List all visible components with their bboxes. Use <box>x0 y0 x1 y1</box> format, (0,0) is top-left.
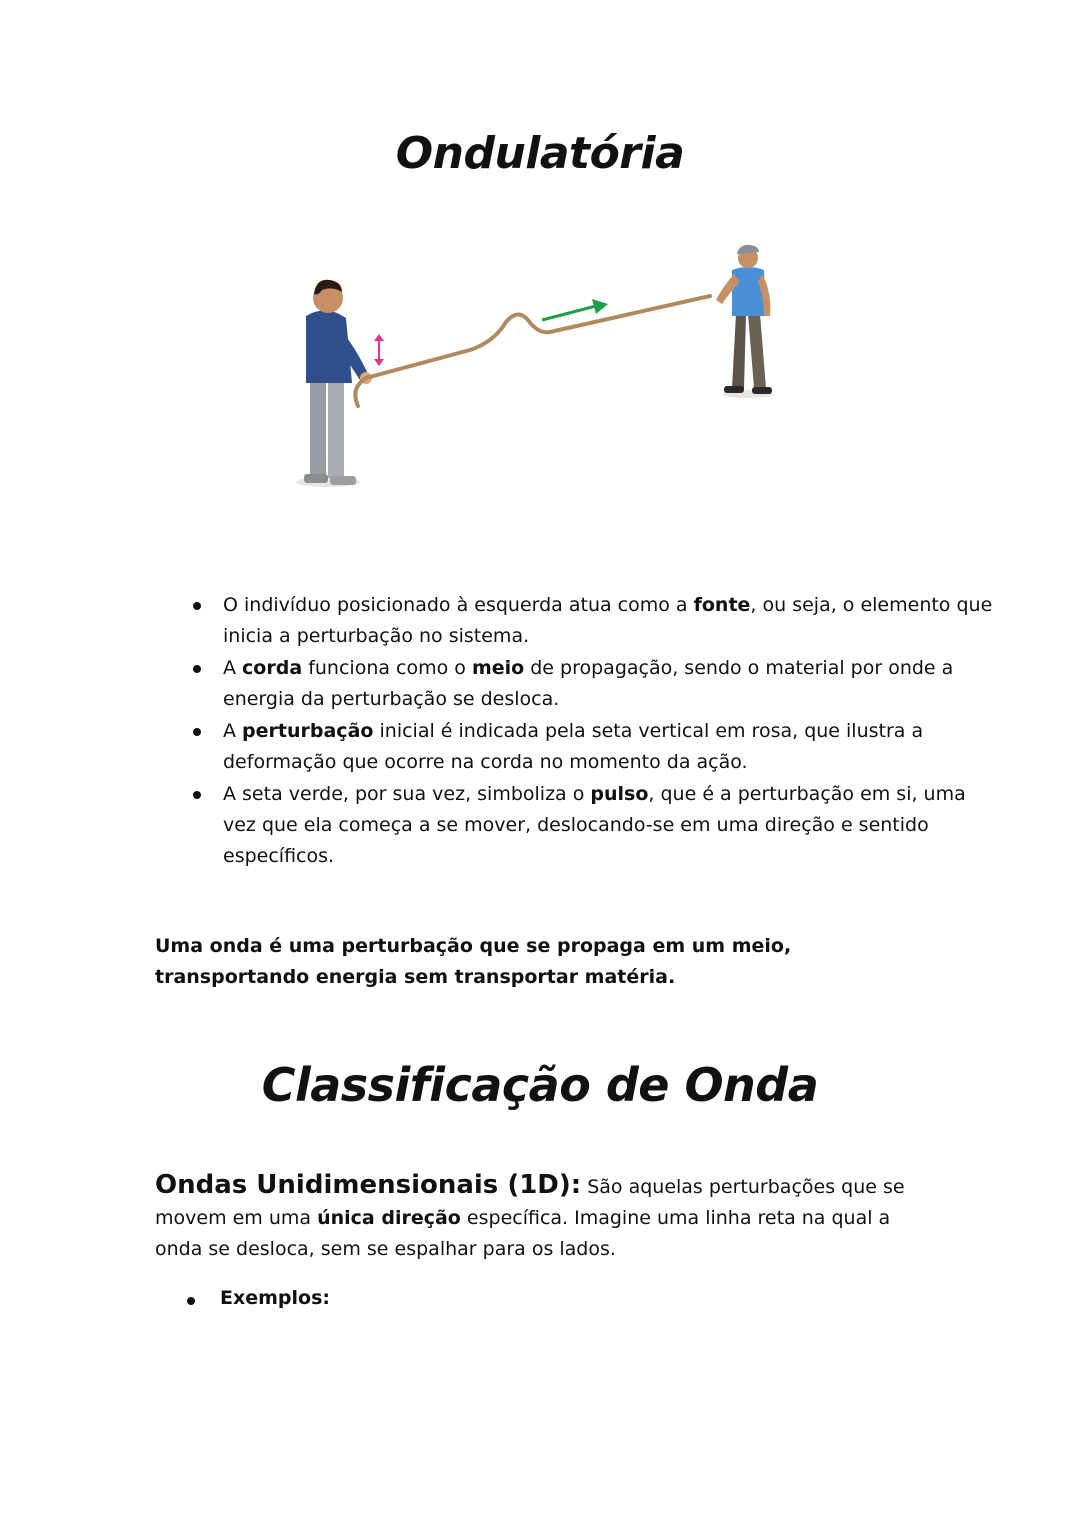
right-person-figure <box>716 245 774 398</box>
concept-list <box>155 590 1003 873</box>
list-item-disturbance: A perturbação inicial é indicada pela seta vertical em rosa, que ilustra a deformação que ocorre na corda no momento da ação. <box>223 716 1003 778</box>
rope-wave-illustration <box>270 238 790 508</box>
list-item-source: O indivíduo posicionado à esquerda atua como a fonte, ou seja, o elemento que inicia a perturbação no sistema. <box>223 590 1003 652</box>
page-title: Ondulatória <box>395 128 685 179</box>
rope <box>355 296 710 406</box>
wave-definition: Uma onda é uma perturbação que se propaga em um meio, transportando energia sem transportar matéria. <box>155 935 792 988</box>
list-item-pulse: A seta verde, por sua vez, simboliza o pulso, que é a perturbação em si, uma vez que ela começa a se mover, deslocando-se em uma direção e sentido específicos. <box>223 779 1003 872</box>
section-title: Classificação de Onda <box>261 1058 819 1112</box>
examples-bullet <box>187 1297 195 1305</box>
one-d-paragraph: Ondas Unidimensionais (1D): São aquelas perturbações que se movem em uma única direção específica. Imagine uma linha reta na qual a onda se desloca, sem se espalhar para os lados. <box>155 1170 905 1260</box>
examples-label: Exemplos: <box>220 1287 330 1309</box>
disturbance-arrow-icon <box>374 334 384 366</box>
list-item-medium: A corda funciona como o meio de propagação, sendo o material por onde a energia da perturbação se desloca. <box>223 653 1003 715</box>
pulse-arrow-icon <box>542 299 608 320</box>
one-d-lead: Ondas Unidimensionais (1D): <box>155 1170 582 1200</box>
